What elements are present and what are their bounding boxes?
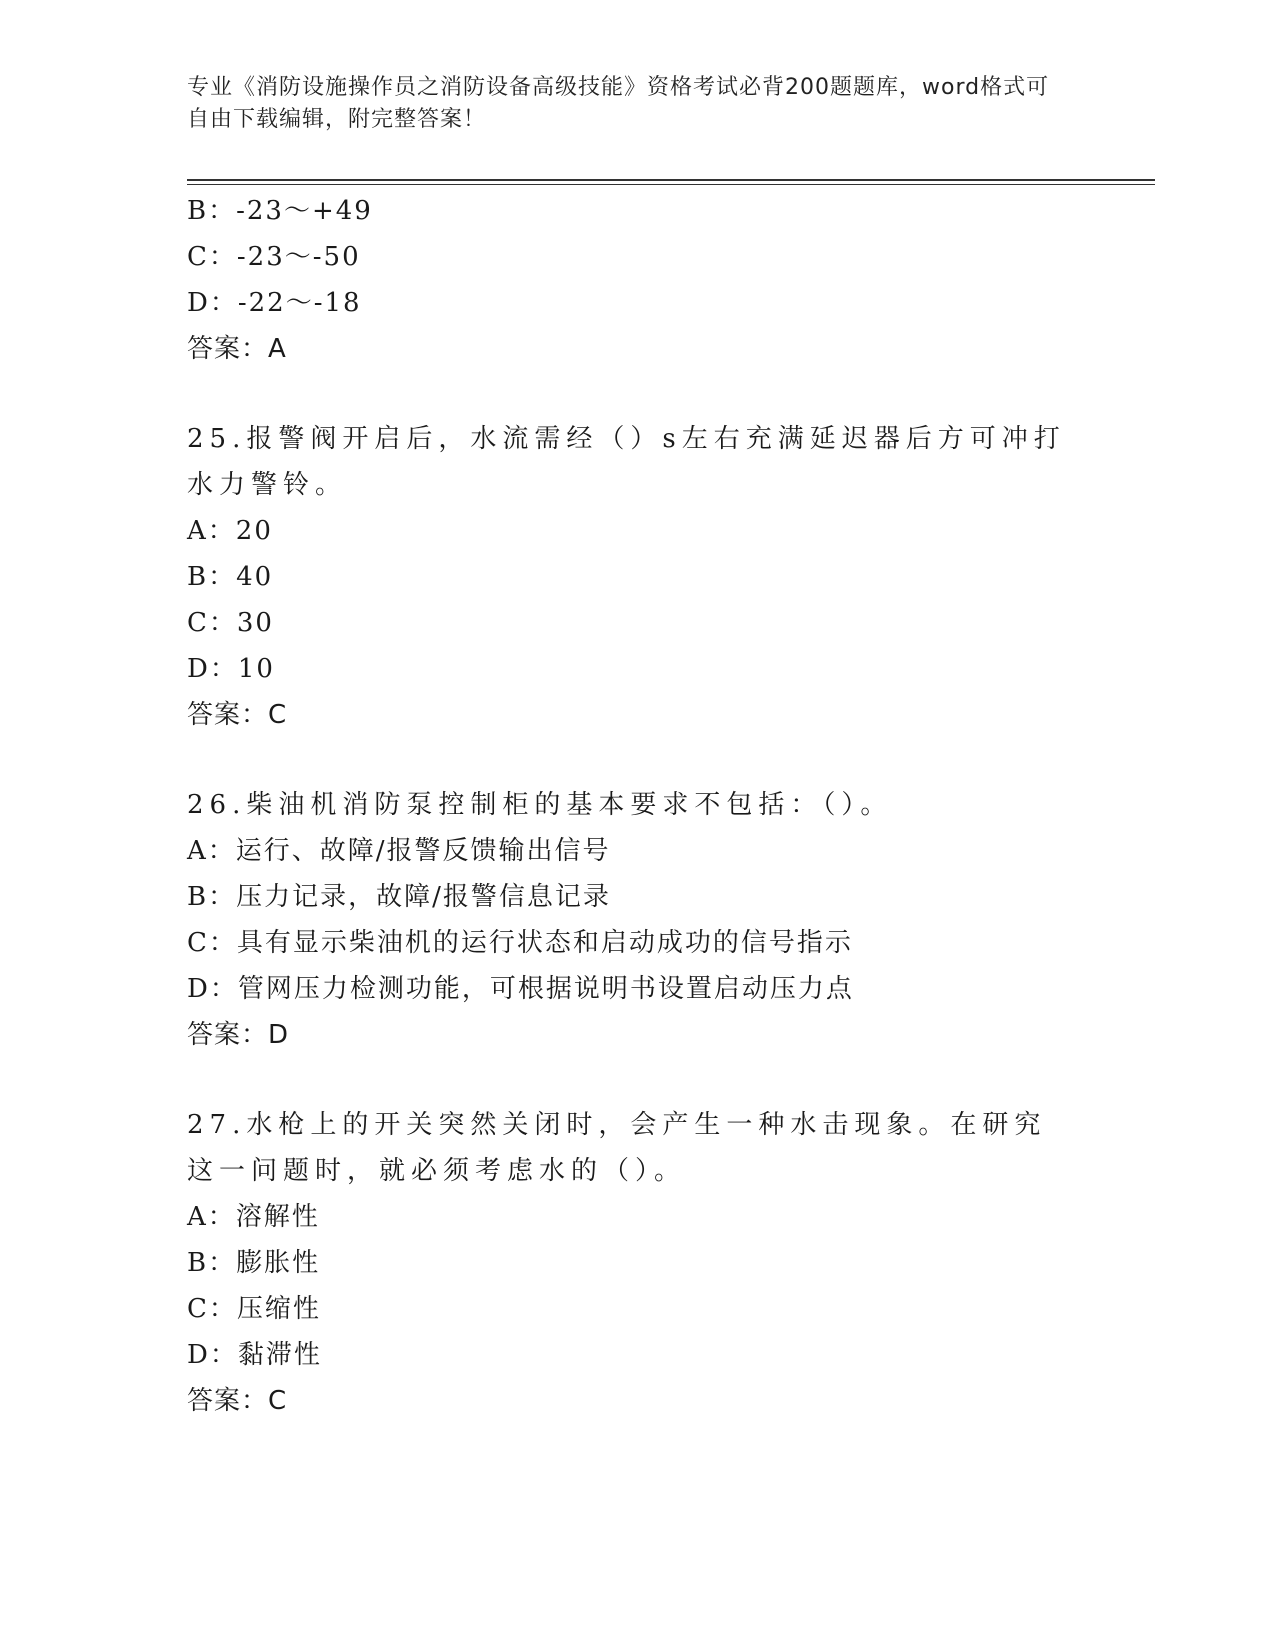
option-b: B：-23～+49 bbox=[187, 196, 373, 226]
option-c: C：压缩性 bbox=[187, 1294, 321, 1324]
answer-label: 答案：C bbox=[187, 700, 288, 730]
option-c: C：30 bbox=[187, 608, 274, 638]
question-text: 25.报警阀开启后，水流需经（）s左右充满延迟器后方可冲打水力警铃。 bbox=[187, 424, 1066, 500]
option-a: A：溶解性 bbox=[187, 1202, 320, 1232]
previous-question-remainder bbox=[187, 188, 1087, 372]
answer-label: 答案：D bbox=[187, 1020, 290, 1050]
question-content bbox=[187, 188, 1087, 1424]
option-a: A：运行、故障/报警反馈输出信号 bbox=[187, 836, 611, 866]
question-27 bbox=[187, 1102, 1087, 1424]
question-25 bbox=[187, 416, 1087, 738]
option-a: A：20 bbox=[187, 516, 273, 546]
option-d: D：黏滞性 bbox=[187, 1340, 322, 1370]
answer-label: 答案：A bbox=[187, 334, 287, 364]
option-b: B：40 bbox=[187, 562, 274, 592]
header-rule-thick bbox=[187, 179, 1155, 181]
document-header: 专业《消防设施操作员之消防设备高级技能》资格考试必背200题题库，word格式可自由下载编辑，附完整答案！ bbox=[187, 75, 1050, 132]
option-d: D：10 bbox=[187, 654, 275, 684]
question-26 bbox=[187, 782, 1087, 1058]
option-c: C：具有显示柴油机的运行状态和启动成功的信号指示 bbox=[187, 928, 853, 958]
option-d: D：-22～-18 bbox=[187, 288, 362, 318]
option-d: D：管网压力检测功能，可根据说明书设置启动压力点 bbox=[187, 974, 854, 1004]
option-c: C：-23～-50 bbox=[187, 242, 361, 272]
question-text: 27.水枪上的开关突然关闭时，会产生一种水击现象。在研究这一问题时，就必须考虑水的（）。 bbox=[187, 1110, 1047, 1186]
header-rule-thin bbox=[187, 184, 1155, 185]
question-text: 26.柴油机消防泵控制柜的基本要求不包括：（）。 bbox=[187, 790, 893, 820]
answer-label: 答案：C bbox=[187, 1386, 288, 1416]
option-b: B：压力记录，故障/报警信息记录 bbox=[187, 882, 611, 912]
option-b: B：膨胀性 bbox=[187, 1248, 321, 1278]
